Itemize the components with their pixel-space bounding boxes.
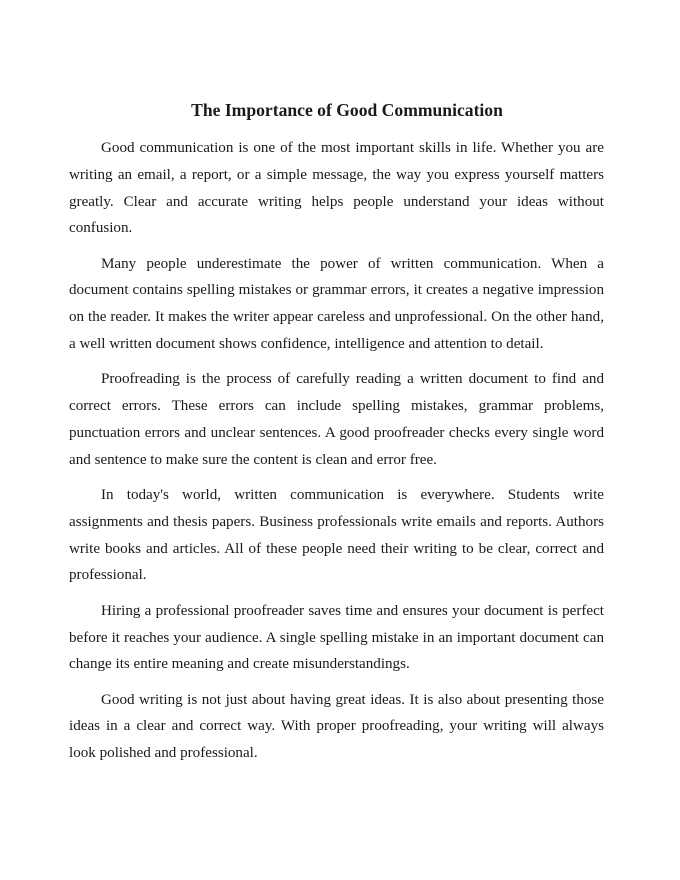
document-title: The Importance of Good Communication [191, 100, 503, 120]
paragraph-6: Good writing is not just about having great ideas. It is also about presenting those ideas in a clear and correct way. With proper proofreading, your writing will always look polished and professional. [69, 691, 604, 762]
paragraph-5: Hiring a professional proofreader saves time and ensures your document is perfect before it reaches your audience. A single spelling mistake in an important document can change its entire meaning and create misunderstandings. [69, 602, 604, 673]
document-body [69, 135, 604, 776]
paragraph-3: Proofreading is the process of carefully reading a written document to find and correct errors. These errors can include spelling mistakes, grammar problems, punctuation errors and unclear sentences. A good proofreader checks every single word and sentence to make sure the content is clean and error free. [69, 371, 604, 468]
paragraph-2: Many people underestimate the power of written communication. When a document contains spelling mistakes or grammar errors, it creates a negative impression on the reader. It makes the writer appear careless and unprofessional. On the other hand, a well written document shows confidence, intelligence and attention to detail. [69, 255, 604, 353]
paragraph-4: In today's world, written communication is everywhere. Students write assignments and thesis papers. Business professionals write emails and reports. Authors write books and articles. All of these people need their writing to be clear, correct and professional. [69, 487, 604, 584]
paragraph-1: Good communication is one of the most important skills in life. Whether you are writing an email, a report, or a simple message, the way you express yourself matters greatly. Clear and accurate writing helps people understand your ideas without confusion. [69, 140, 604, 237]
